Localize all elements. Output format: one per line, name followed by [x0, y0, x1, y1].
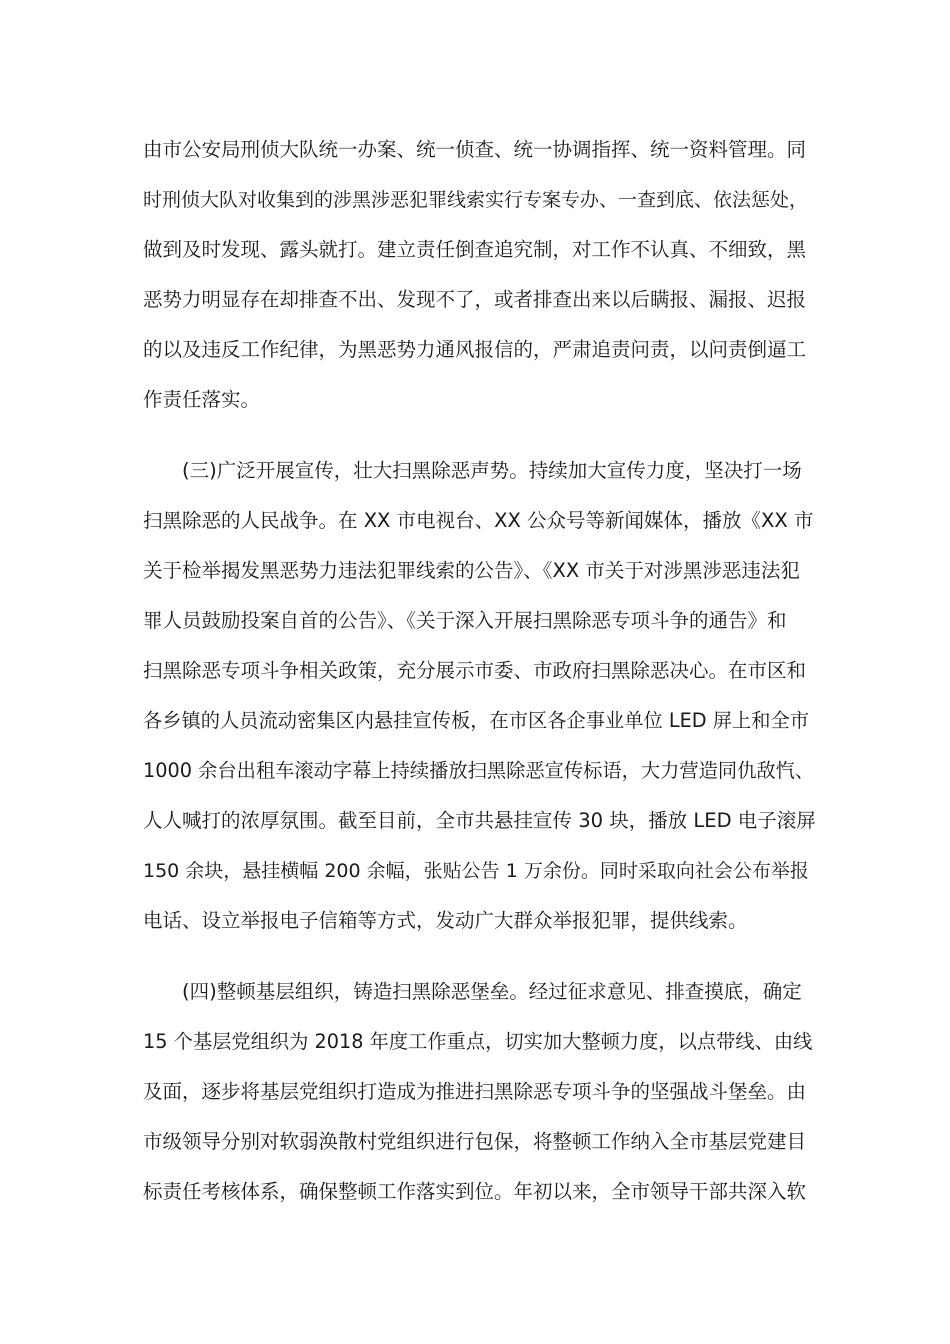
text-line: 做到及时发现、露头就打。建立责任倒查追究制，对工作不认真、不细致，黑 [143, 238, 807, 261]
text-line: 由市公安局刑侦大队统一办案、统一侦查、统一协调指挥、统一资料管理。同 [143, 138, 807, 161]
text-line: 的以及违反工作纪律，为黑恶势力通风报信的，严肃追责问责，以问责倒逼工 [143, 338, 807, 361]
section-heading-line: (四)整顿基层组织，铸造扫黑除恶堡垒。经过征求意见、排查摸底，确定 [182, 980, 802, 1003]
text-line: 电话、设立举报电子信箱等方式，发动广大群众举报犯罪，提供线索。 [143, 909, 748, 932]
text-line: 时刑侦大队对收集到的涉黑涉恶犯罪线索实行专案专办、一查到底、依法惩处， [143, 189, 809, 211]
text-line: 扫黑除恶专项斗争相关政策，充分展示市委、市政府扫黑除恶决心。在市区和 [143, 659, 807, 682]
text-line: 作责任落实。 [143, 388, 261, 411]
text-line: 150 余块，悬挂横幅 200 余幅，张贴公告 1 万余份。同时采取向社会公布举报 [143, 860, 809, 882]
text-line: 人人喊打的浓厚氛围。截至目前，全市共悬挂宣传 30 块，播放 LED 电子滚屏 [143, 809, 816, 832]
text-line: 罪人员鼓励投案自首的公告》、《关于深入开展扫黑除恶专项斗争的通告》和 [143, 609, 787, 632]
text-line: 市级领导分别对软弱涣散村党组织进行包保，将整顿工作纳入全市基层党建目 [143, 1130, 807, 1153]
text-line: 扫黑除恶的人民战争。在 XX 市电视台、XX 公众号等新闻媒体，播放《XX 市 [143, 509, 814, 532]
section-heading-line: (三)广泛开展宣传，壮大扫黑除恶声势。持续加大宣传力度，坚决打一场 [182, 459, 802, 482]
text-line: 及面，逐步将基层党组织打造成为推进扫黑除恶专项斗争的坚强战斗堡垒。由 [143, 1080, 807, 1103]
text-line: 标责任考核体系，确保整顿工作落实到位。年初以来，全市领导干部共深入软 [143, 1180, 807, 1203]
text-line: 15 个基层党组织为 2018 年度工作重点，切实加大整顿力度，以点带线、由线 [143, 1030, 813, 1053]
text-line: 1000 余台出租车滚动字幕上持续播放扫黑除恶宣传标语，大力营造同仇敌忾、 [143, 759, 815, 782]
text-line: 恶势力明显存在却排查不出、发现不了，或者排查出来以后瞒报、漏报、迟报 [143, 288, 807, 311]
text-line: 各乡镇的人员流动密集区内悬挂宣传板，在市区各企事业单位 LED 屏上和全市 [143, 709, 809, 732]
text-line: 关于检举揭发黑恶势力违法犯罪线索的公告》、《XX 市关于对涉黑涉恶违法犯 [143, 559, 800, 582]
